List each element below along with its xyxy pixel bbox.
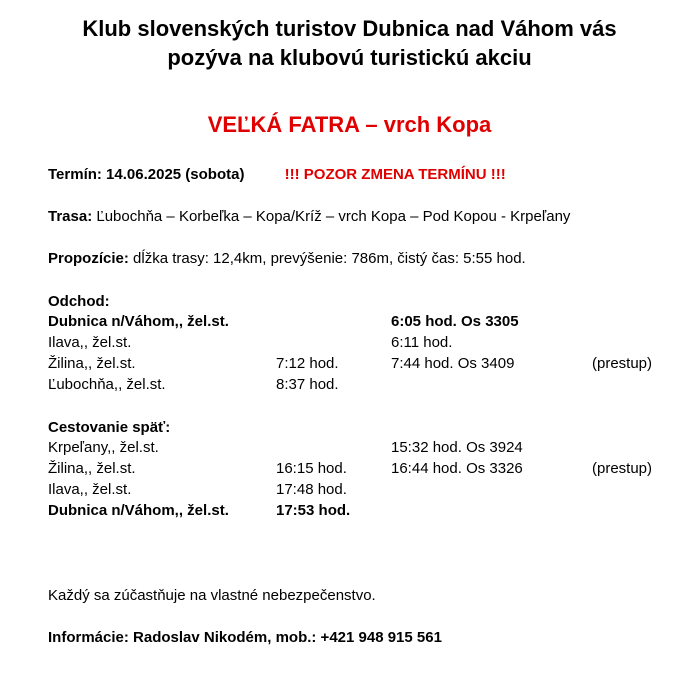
- transfer-note: (prestup): [592, 460, 653, 477]
- station-name: Dubnica n/Váhom,, žel.st.: [48, 313, 229, 330]
- station-name: Dubnica n/Váhom,, žel.st.: [48, 502, 229, 519]
- disclaimer: Každý sa zúčastňuje na vlastné nebezpečenstvo.: [48, 587, 376, 604]
- trasa-line: [48, 207, 570, 227]
- schedule-row: [0, 479, 699, 500]
- schedule-row: [0, 500, 699, 521]
- termin-label: Termín: 14.06.2025 (sobota): [48, 166, 245, 183]
- schedule-row: [0, 458, 699, 479]
- departure-train: 6:05 hod. Os 3305: [391, 313, 519, 330]
- navrat-heading: Cestovanie späť:: [48, 419, 171, 436]
- schedule-row: [0, 311, 699, 332]
- station-name: Ľubochňa,, žel.st.: [48, 376, 166, 393]
- propozicie-label: Propozície:: [48, 250, 129, 267]
- departure-train: 7:44 hod. Os 3409: [391, 355, 515, 372]
- title-line-2: pozýva na klubovú turistickú akciu: [167, 45, 532, 70]
- contact-info: Informácie: Radoslav Nikodém, mob.: +421 948 915 561: [48, 629, 442, 646]
- arrival-time: 17:48 hod.: [276, 481, 347, 498]
- arrival-time: 8:37 hod.: [276, 376, 339, 393]
- schedule-row: [0, 353, 699, 374]
- departure-train: 16:44 hod. Os 3326: [391, 460, 523, 477]
- propozicie-value: dĺžka trasy: 12,4km, prevýšenie: 786m, čistý čas: 5:55 hod.: [128, 250, 526, 267]
- station-name: Ilava,, žel.st.: [48, 334, 132, 351]
- trasa-label: Trasa:: [48, 208, 93, 225]
- departure-train: 6:11 hod.: [391, 334, 453, 351]
- termin-line: [48, 165, 506, 185]
- odchod-heading: Odchod:: [48, 293, 110, 310]
- station-name: Ilava,, žel.st.: [48, 481, 132, 498]
- event-title: VEĽKÁ FATRA – vrch Kopa: [207, 112, 492, 137]
- propozicie-line: [48, 249, 526, 269]
- schedule-row: [0, 437, 699, 458]
- schedule-row: [0, 374, 699, 395]
- departure-train: 15:32 hod. Os 3924: [391, 439, 523, 456]
- transfer-note: (prestup): [592, 355, 653, 372]
- title-line-1: Klub slovenských turistov Dubnica nad Váhom vás: [82, 16, 617, 41]
- arrival-time: 16:15 hod.: [276, 460, 347, 477]
- termin-warning: !!! POZOR ZMENA TERMÍNU !!!: [284, 166, 506, 183]
- station-name: Žilina,, žel.st.: [48, 355, 136, 372]
- invitation-title: [0, 14, 699, 72]
- trasa-value: Ľubochňa – Korbeľka – Kopa/Kríž – vrch Kopa – Pod Kopou - Krpeľany: [92, 208, 571, 225]
- schedule-row: [0, 332, 699, 353]
- arrival-time: 17:53 hod.: [276, 502, 351, 519]
- station-name: Krpeľany,, žel.st.: [48, 439, 159, 456]
- arrival-time: 7:12 hod.: [276, 355, 339, 372]
- station-name: Žilina,, žel.st.: [48, 460, 136, 477]
